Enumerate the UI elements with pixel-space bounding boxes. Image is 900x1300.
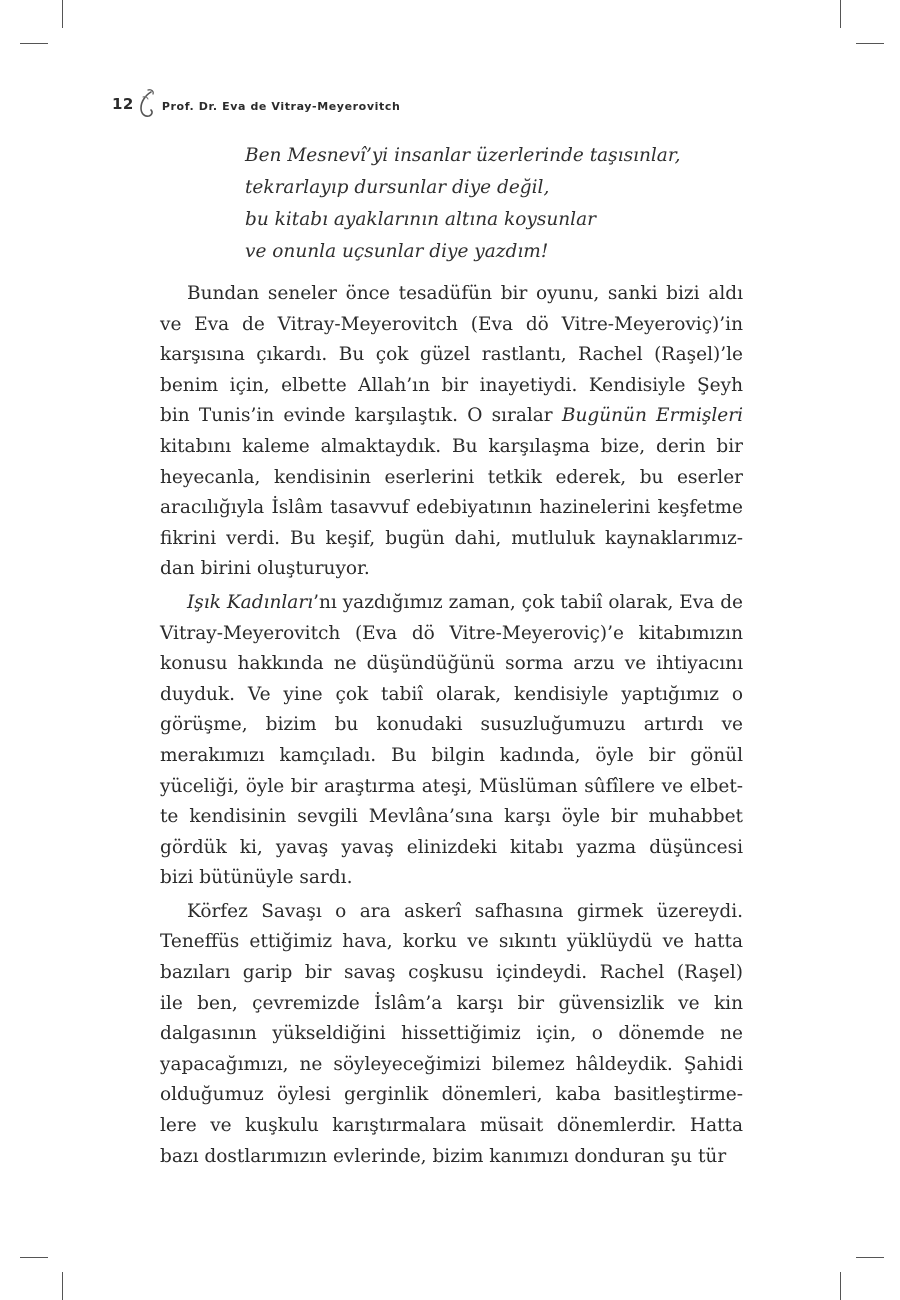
text-line xyxy=(160,1050,743,1081)
text-run: duyduk. Ve yine çok tabiî olarak, kendisiyle yaptığımız o xyxy=(160,683,743,705)
text-line xyxy=(160,1111,743,1142)
text-run: Bundan seneler önce tesadüfün bir oyunu, sanki bizi aldı xyxy=(187,283,743,304)
text-line xyxy=(160,927,743,958)
text-run: ile ben, çevremizde İslâm’a karşı bir güvensizlik ve kin xyxy=(160,992,743,1014)
paragraph xyxy=(160,588,743,894)
page-header xyxy=(112,88,400,120)
text-line xyxy=(160,741,743,772)
paragraph xyxy=(160,279,743,585)
text-run: lere ve kuşkulu karıştırmalara müsait dönemlerdir. Hatta xyxy=(160,1115,743,1137)
text-line xyxy=(160,710,743,741)
text-run: kitabını kaleme almaktaydık. Bu karşılaşma bize, derin bir xyxy=(160,435,743,457)
running-head: Prof. Dr. Eva de Vitray-Meyerovitch xyxy=(161,99,401,113)
text-line xyxy=(160,772,743,803)
text-line xyxy=(160,371,743,402)
text-run: aracılığıyla İslâm tasavvuf edebiyatının hazinelerini keşfetme xyxy=(160,497,743,519)
calligraphy-ornament-icon xyxy=(136,88,158,120)
text-line xyxy=(160,989,743,1020)
text-run: olduğumuz öylesi gerginlik dönemleri, kaba basitleştirme- xyxy=(160,1084,743,1106)
italic-title: Bugünün Ermişleri xyxy=(561,405,743,427)
crop-mark-bottom-right-horizontal xyxy=(856,1257,884,1258)
text-line xyxy=(160,619,743,650)
text-line xyxy=(160,1080,743,1111)
text-run: bin Tunis’in evinde karşılaştık. O sıralar xyxy=(160,405,562,427)
epigraph-line: ve onunla uçsunlar diye yazdım! xyxy=(245,241,549,262)
crop-mark-top-left-vertical xyxy=(62,0,63,28)
text-run: yüceliği, öyle bir araştırma ateşi, Müslüman sûfîlere ve elbet- xyxy=(160,775,743,797)
text-line xyxy=(160,863,743,894)
text-line xyxy=(160,649,743,680)
crop-mark-top-right-vertical xyxy=(840,0,841,28)
text-run: dalgasının yükseldiğini hissettiğimiz için, o dönemde ne xyxy=(160,1023,743,1045)
text-run: konusu hakkında ne düşündüğünü sorma arzu ve ihtiyacını xyxy=(160,653,743,675)
text-run: fikrini verdi. Bu keşif, bugün dahi, mutluluk kaynaklarımız- xyxy=(160,527,743,549)
crop-mark-top-left-horizontal xyxy=(20,43,48,44)
text-line xyxy=(160,493,743,524)
epigraph-line: tekrarlayıp dursunlar diye değil, xyxy=(245,177,550,198)
text-run: heyecanla, kendisinin eserlerini tetkik ederek, bu eserler xyxy=(160,466,743,488)
crop-mark-bottom-left-horizontal xyxy=(20,1257,48,1258)
text-run: ’nı yazdığımız zaman, çok tabiî olarak, Eva de xyxy=(313,591,743,613)
crop-mark-bottom-left-vertical xyxy=(62,1272,63,1300)
italic-title: Işık Kadınları xyxy=(187,591,314,613)
text-run: merakımızı kamçıladı. Bu bilgin kadında, öyle bir gönül xyxy=(160,744,743,766)
crop-mark-top-right-horizontal xyxy=(856,43,884,44)
text-line xyxy=(160,279,743,310)
epigraph-line: bu kitabı ayaklarının altına koysunlar xyxy=(245,209,596,230)
text-run: Körfez Savaşı o ara askerî safhasına girmek üzereydi. xyxy=(187,900,743,922)
text-line xyxy=(160,554,743,585)
epigraph-line: Ben Mesnevî’yi insanlar üzerlerinde taşısınlar, xyxy=(245,145,681,166)
text-line xyxy=(160,897,743,928)
text-line xyxy=(160,310,743,341)
text-line xyxy=(160,463,743,494)
text-run: Vitray-Meyerovitch (Eva dö Vitre-Meyeroviç)’e kitabımızın xyxy=(160,622,743,644)
text-run: gördük ki, yavaş yavaş elinizdeki kitabı yazma düşüncesi xyxy=(160,836,743,858)
text-line xyxy=(160,340,743,371)
text-run: dan birini oluşturuyor. xyxy=(160,558,370,580)
text-line xyxy=(160,802,743,833)
text-line xyxy=(160,401,743,432)
text-line xyxy=(160,432,743,463)
text-run: bazı dostlarımızın evlerinde, bizim kanımızı donduran şu tür xyxy=(160,1145,727,1167)
text-run: görüşme, bizim bu konudaki susuzluğumuzu artırdı ve xyxy=(160,714,743,736)
page-number: 12 xyxy=(112,95,134,113)
text-run: benim için, elbette Allah’ın bir inayetiydi. Kendisiyle Şeyh xyxy=(160,374,743,396)
text-run: yapacağımızı, ne söyleyeceğimizi bilemez hâldeydik. Şahidi xyxy=(160,1053,743,1075)
body-text xyxy=(160,279,743,1172)
text-line xyxy=(160,680,743,711)
crop-mark-bottom-right-vertical xyxy=(840,1272,841,1300)
text-run: karşısına çıkardı. Bu çok güzel rastlantı, Rachel (Raşel)’le xyxy=(160,344,743,366)
text-line xyxy=(160,524,743,555)
text-line xyxy=(160,958,743,989)
text-line xyxy=(160,833,743,864)
text-line xyxy=(160,588,743,619)
text-run: te kendisinin sevgili Mevlâna’sına karşı öyle bir muhabbet xyxy=(160,806,743,828)
text-run: Teneffüs ettiğimiz hava, korku ve sıkıntı yüklüydü ve hatta xyxy=(160,931,743,953)
paragraph xyxy=(160,897,743,1172)
text-run: ve Eva de Vitray-Meyerovitch (Eva dö Vitre-Meyeroviç)’in xyxy=(160,313,743,335)
epigraph xyxy=(245,140,805,268)
text-line xyxy=(160,1142,743,1173)
text-run: bazıları garip bir savaş coşkusu içindeydi. Rachel (Raşel) xyxy=(160,962,743,984)
text-line xyxy=(160,1019,743,1050)
text-run: bizi bütünüyle sardı. xyxy=(160,867,353,889)
